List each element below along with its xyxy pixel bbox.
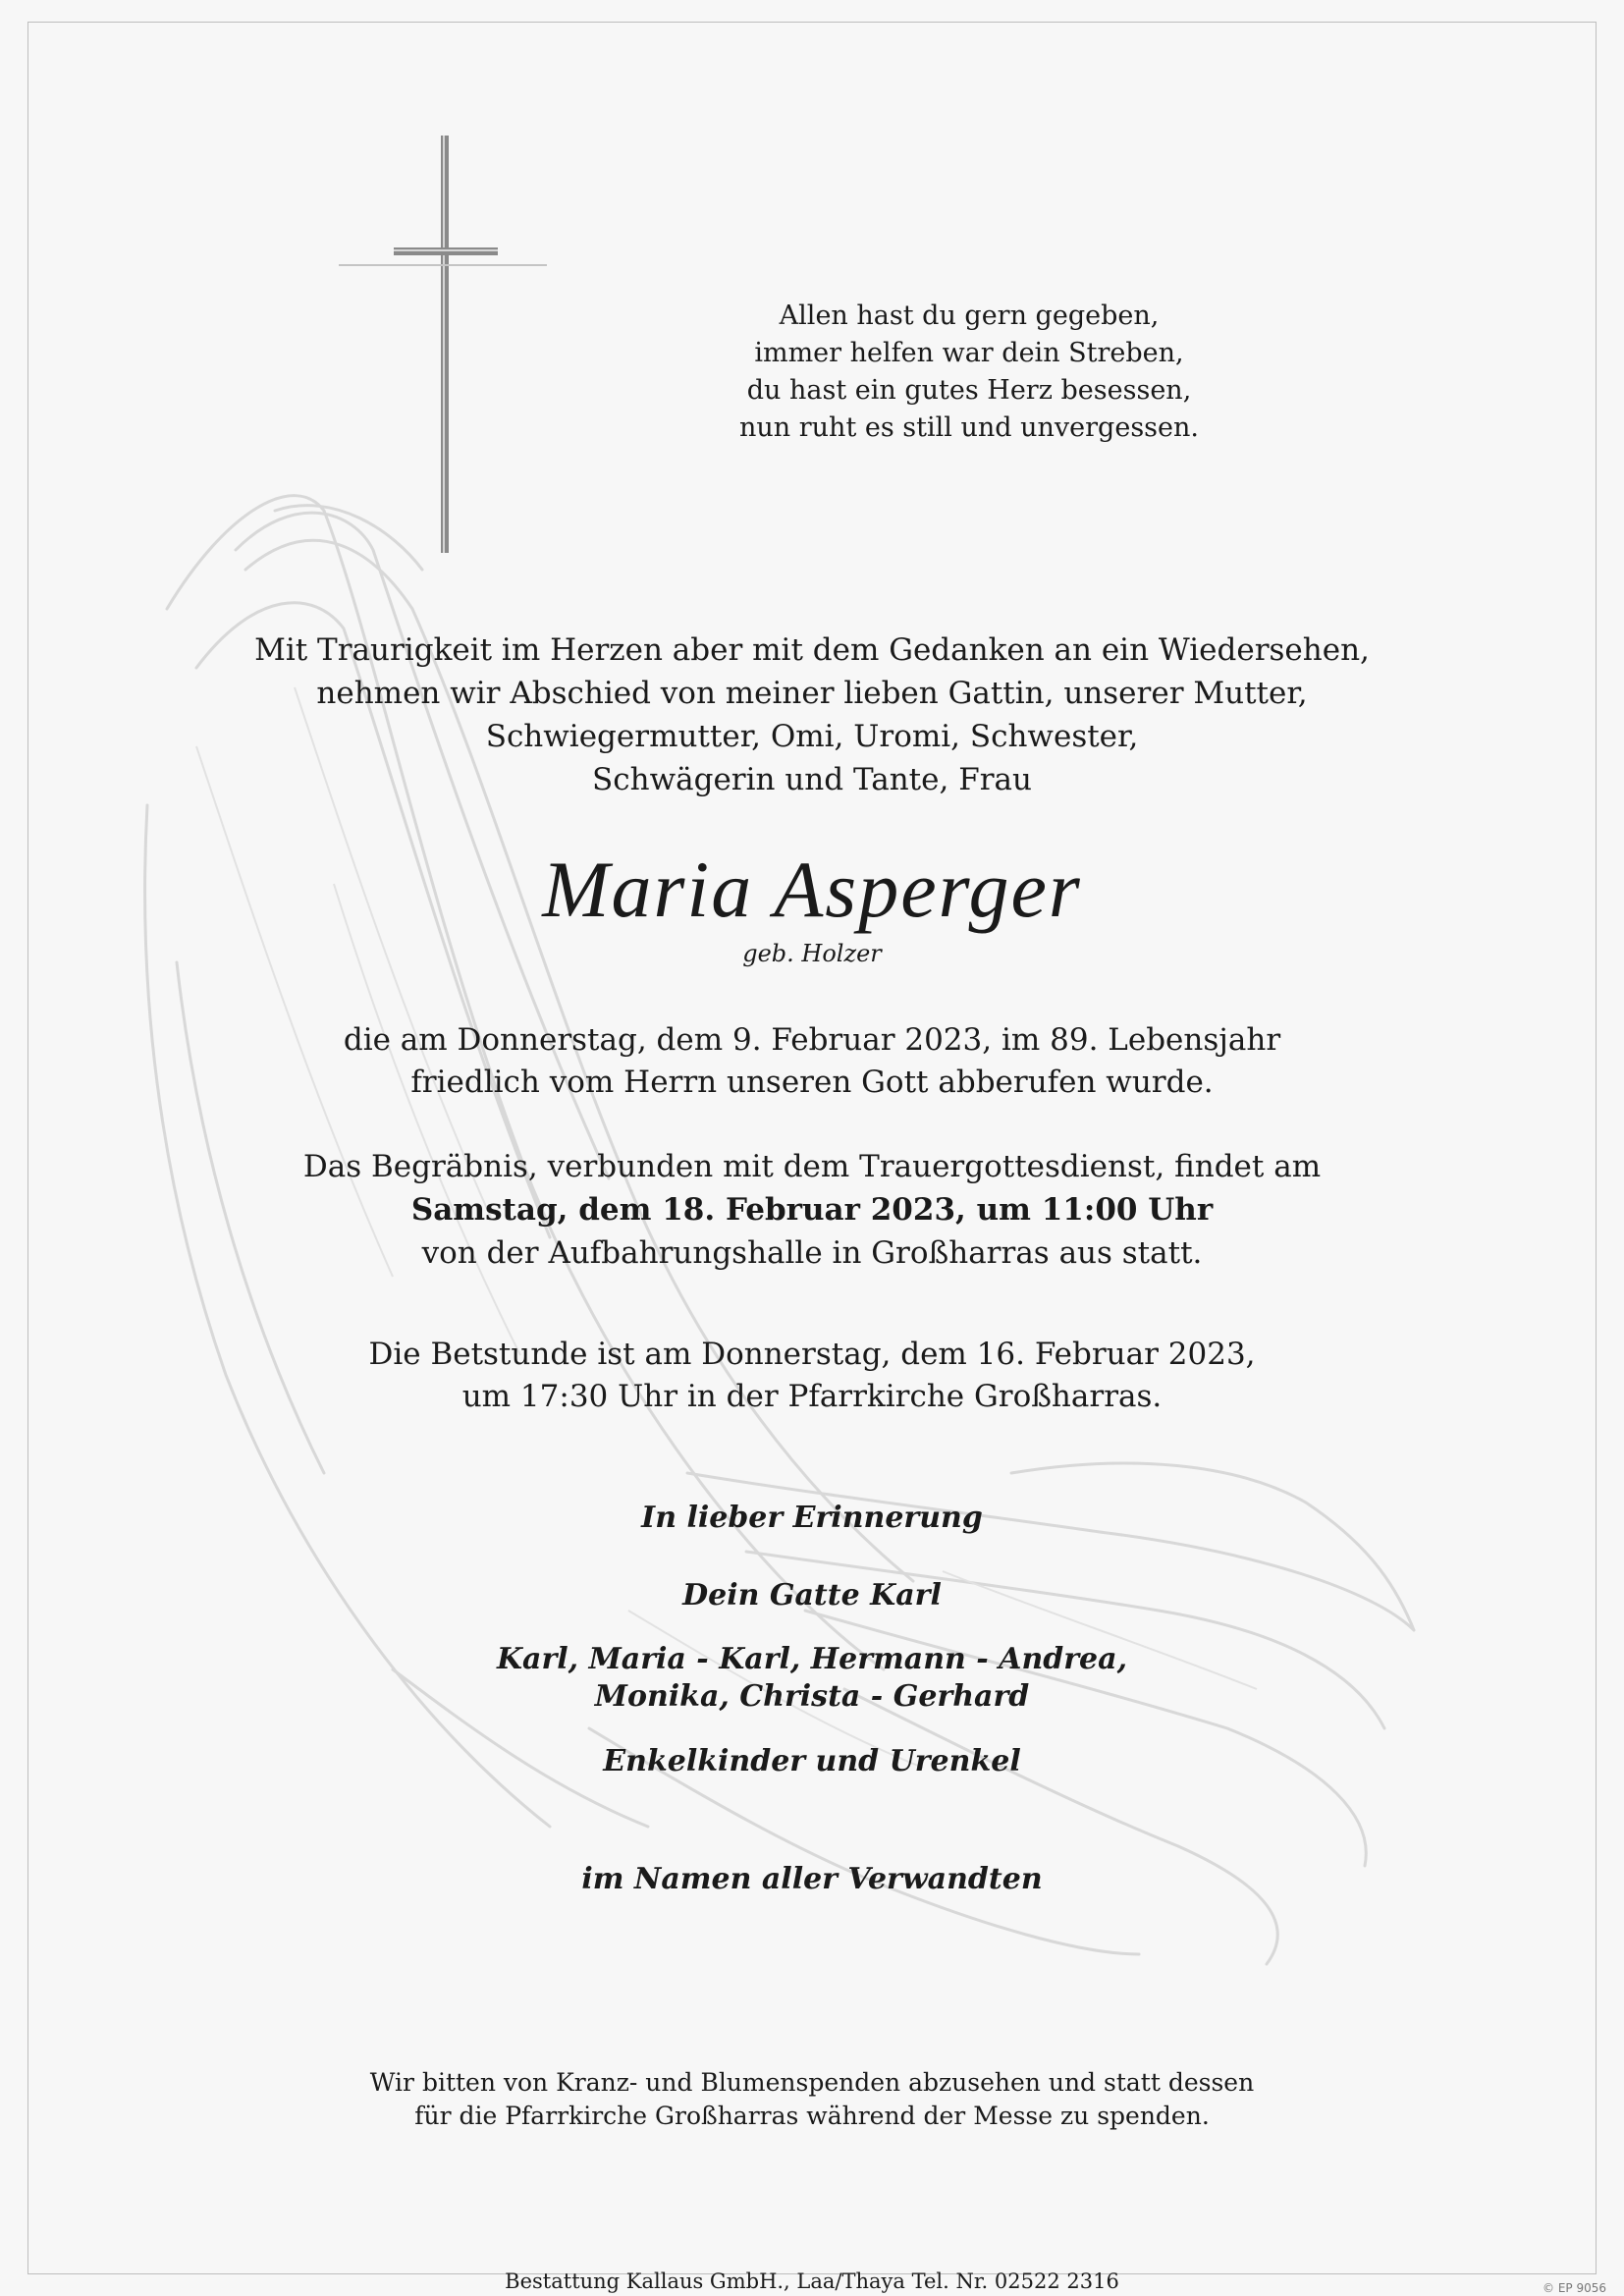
funeral-info <box>0 1145 1624 1275</box>
prayer-hour-info <box>0 1334 1624 1418</box>
funeral-line: Das Begräbnis, verbunden mit dem Trauergottesdienst, findet am <box>302 1149 1322 1184</box>
intro-line: Schwiegermutter, Omi, Uromi, Schwester, <box>485 719 1139 754</box>
mourner-grandchildren: Enkelkinder und Urenkel <box>603 1744 1021 1778</box>
mourners-heading: In lieber Erinnerung <box>641 1501 983 1535</box>
prayer-hour-line: um 17:30 Uhr in der Pfarrkirche Großharras. <box>461 1379 1163 1414</box>
poem-line: immer helfen war dein Streben, <box>754 338 1184 368</box>
death-notice <box>0 1019 1624 1104</box>
print-code: © EP 9056 <box>1543 2281 1606 2295</box>
funeral-location: von der Aufbahrungshalle in Großharras aus statt. <box>421 1235 1203 1271</box>
children-line: Monika, Christa - Gerhard <box>594 1679 1030 1714</box>
mourner-relatives: im Namen aller Verwandten <box>581 1862 1043 1896</box>
deceased-name: Maria Asperger <box>542 845 1082 934</box>
children-line: Karl, Maria - Karl, Hermann - Andrea, <box>496 1642 1128 1676</box>
intro-line: nehmen wir Abschied von meiner lieben Gattin, unserer Mutter, <box>316 676 1308 711</box>
undertaker-footer: Bestattung Kallaus GmbH., Laa/Thaya Tel. Nr. 02522 2316 <box>505 2269 1119 2293</box>
donation-line: für die Pfarrkirche Großharras während der Messe zu spenden. <box>414 2102 1210 2130</box>
poem-line: du hast ein gutes Herz besessen, <box>746 375 1192 406</box>
poem-line: nun ruht es still und unvergessen. <box>739 412 1199 443</box>
poem-line: Allen hast du gern gegeben, <box>779 301 1160 331</box>
donation-line: Wir bitten von Kranz- und Blumenspenden abzusehen und statt dessen <box>369 2068 1255 2097</box>
poem <box>0 298 1624 447</box>
intro-line: Mit Traurigkeit im Herzen aber mit dem Gedanken an ein Wiedersehen, <box>254 632 1370 668</box>
maiden-name: geb. Holzer <box>742 940 882 967</box>
intro-text <box>0 629 1624 801</box>
mourner-spouse: Dein Gatte Karl <box>682 1578 942 1613</box>
intro-line: Schwägerin und Tante, Frau <box>592 762 1032 797</box>
death-notice-line: friedlich vom Herrn unseren Gott abberufen wurde. <box>410 1065 1214 1100</box>
mourner-children <box>0 1641 1624 1716</box>
prayer-hour-line: Die Betstunde ist am Donnerstag, dem 16. Februar 2023, <box>368 1337 1256 1372</box>
death-notice-line: die am Donnerstag, dem 9. Februar 2023, im 89. Lebensjahr <box>343 1022 1281 1058</box>
funeral-date-time: Samstag, dem 18. Februar 2023, um 11:00 Uhr <box>410 1192 1214 1228</box>
donation-note <box>0 2066 1624 2133</box>
